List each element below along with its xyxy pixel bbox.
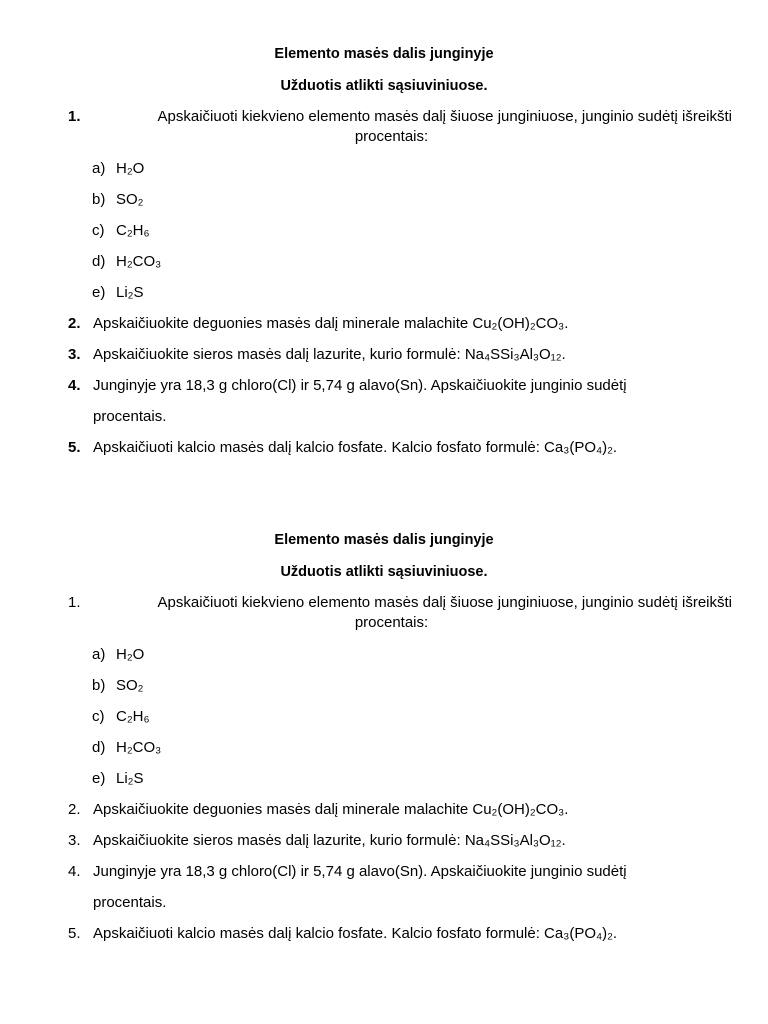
item-letter: a) <box>92 646 106 663</box>
compound-formula: Li₂S <box>116 770 144 787</box>
task-4 <box>0 862 768 913</box>
task-number: 2. <box>68 801 81 818</box>
compound-formula: Li₂S <box>116 284 144 301</box>
compound-list <box>0 159 768 303</box>
task-number: 4. <box>68 863 81 880</box>
task-text: Apskaičiuoti kalcio masės dalį kalcio fosfate. Kalcio fosfato formulė: Ca₃(PO₄)₂. <box>93 925 618 942</box>
item-letter: c) <box>92 222 105 239</box>
task-number: 1. <box>68 594 81 611</box>
compound-item <box>0 676 768 696</box>
compound-list <box>0 645 768 789</box>
task-5 <box>0 924 768 944</box>
worksheet-subtitle: Užduotis atlikti sąsiuviniuose. <box>280 78 488 94</box>
task-number: 4. <box>68 377 81 394</box>
compound-formula: H₂O <box>116 160 145 177</box>
task-text: Apskaičiuokite deguonies masės dalį minerale malachite Cu₂(OH)₂CO₃. <box>93 801 569 818</box>
task-text: Junginyje yra 18,3 g chloro(Cl) ir 5,74 g alavo(Sn). Apskaičiuokite junginio sudėtį <box>93 863 627 880</box>
compound-item <box>0 283 768 303</box>
worksheet-title: Elemento masės dalis junginyje <box>274 46 494 62</box>
task-text-continuation: procentais. <box>93 408 167 425</box>
task-3 <box>0 831 768 851</box>
item-letter: c) <box>92 708 105 725</box>
item-letter: e) <box>92 770 106 787</box>
task-number: 2. <box>68 315 81 332</box>
task-1 <box>0 107 768 149</box>
worksheet-subtitle: Užduotis atlikti sąsiuviniuose. <box>280 564 488 580</box>
task-number: 5. <box>68 925 81 942</box>
compound-formula: SO₂ <box>116 677 144 694</box>
compound-item <box>0 738 768 758</box>
task-text: Apskaičiuoti kiekvieno elemento masės dalį šiuose junginiuose, junginio sudėtį išreikšti <box>157 108 732 125</box>
compound-formula: H₂CO₃ <box>116 253 162 270</box>
compound-item <box>0 769 768 789</box>
task-2 <box>0 314 768 334</box>
compound-formula: SO₂ <box>116 191 144 208</box>
item-letter: b) <box>92 677 106 694</box>
task-text: Apskaičiuokite sieros masės dalį lazurite, kurio formulė: Na₄SSi₃Al₃O₁₂. <box>93 346 566 363</box>
task-text-continuation: procentais: <box>354 128 429 145</box>
item-letter: b) <box>92 191 106 208</box>
task-4 <box>0 376 768 427</box>
worksheet-title: Elemento masės dalis junginyje <box>274 532 494 548</box>
task-text-continuation: procentais. <box>93 894 167 911</box>
task-number: 5. <box>68 439 81 456</box>
compound-item <box>0 221 768 241</box>
compound-formula: C₂H₆ <box>116 222 150 239</box>
task-text: Junginyje yra 18,3 g chloro(Cl) ir 5,74 g alavo(Sn). Apskaičiuokite junginio sudėtį <box>93 377 627 394</box>
task-3 <box>0 345 768 365</box>
task-2 <box>0 800 768 820</box>
compound-item <box>0 252 768 272</box>
worksheet-1 <box>0 44 768 469</box>
compound-item <box>0 159 768 179</box>
item-letter: e) <box>92 284 106 301</box>
task-number: 3. <box>68 832 81 849</box>
compound-formula: H₂CO₃ <box>116 739 162 756</box>
item-letter: d) <box>92 739 106 756</box>
compound-formula: C₂H₆ <box>116 708 150 725</box>
task-number: 1. <box>68 108 81 125</box>
item-letter: d) <box>92 253 106 270</box>
task-5 <box>0 438 768 458</box>
compound-item <box>0 190 768 210</box>
task-text: Apskaičiuoti kiekvieno elemento masės dalį šiuose junginiuose, junginio sudėtį išreikšti <box>157 594 732 611</box>
compound-item <box>0 707 768 727</box>
compound-item <box>0 645 768 665</box>
task-text: Apskaičiuokite sieros masės dalį lazurite, kurio formulė: Na₄SSi₃Al₃O₁₂. <box>93 832 566 849</box>
compound-formula: H₂O <box>116 646 145 663</box>
task-1 <box>0 593 768 635</box>
worksheet-2 <box>0 530 768 955</box>
task-text-continuation: procentais: <box>354 614 429 631</box>
item-letter: a) <box>92 160 106 177</box>
task-text: Apskaičiuoti kalcio masės dalį kalcio fosfate. Kalcio fosfato formulė: Ca₃(PO₄)₂. <box>93 439 618 456</box>
task-text: Apskaičiuokite deguonies masės dalį minerale malachite Cu₂(OH)₂CO₃. <box>93 315 569 332</box>
task-number: 3. <box>68 346 81 363</box>
